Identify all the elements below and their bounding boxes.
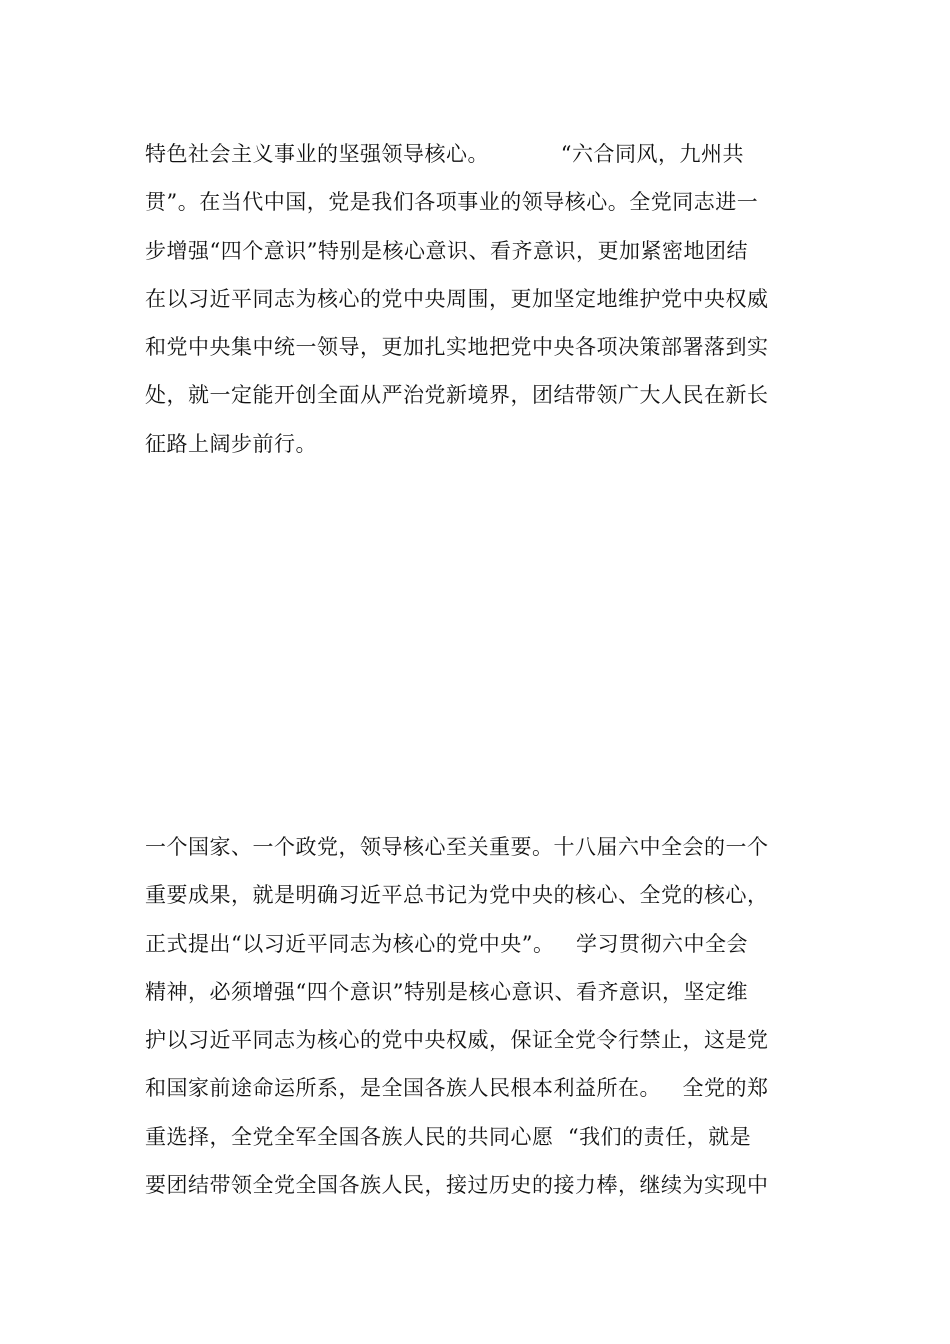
text-line: 护以习近平同志为核心的党中央权威，保证全党令行禁止，这是党 [145, 1028, 769, 1053]
text-line: 步增强“四个意识”特别是核心意识、看齐意识，更加紧密地团结 [145, 238, 748, 263]
text-line: 征路上阔步前行。 [145, 431, 317, 456]
text-line: 特色社会主义事业的坚强领导核心。 “六合同风，九州共 [145, 142, 744, 166]
text-line: 在以习近平同志为核心的党中央周围，更加坚定地维护党中央权威 [145, 286, 769, 311]
text-line: 和党中央集中统一领导，更加扎实地把党中央各项决策部署落到实 [145, 335, 769, 360]
text-line: 处，就一定能开创全面从严治党新境界，团结带领广大人民在新长 [145, 383, 769, 408]
text-line: 和国家前途命运所系，是全国各族人民根本利益所在。 全党的郑 [145, 1076, 769, 1101]
text-line: 重要成果，就是明确习近平总书记为党中央的核心、全党的核心， [145, 883, 769, 908]
text-line: 精神，必须增强“四个意识”特别是核心意识、看齐意识，坚定维 [145, 979, 748, 1004]
paragraph-top [145, 130, 815, 468]
text-line: 重选择，全党全军全国各族人民的共同心愿 “我们的责任，就是 [145, 1124, 752, 1149]
text-line: 贯”。在当代中国，党是我们各项事业的领导核心。全党同志进一 [145, 190, 759, 215]
paragraph-bottom [145, 823, 815, 1209]
text-line: 正式提出“以习近平同志为核心的党中央”。 学习贯彻六中全会 [145, 931, 748, 956]
text-line: 一个国家、一个政党，领导核心至关重要。十八届六中全会的一个 [145, 835, 769, 859]
text-line: 要团结带领全党全国各族人民，接过历史的接力棒，继续为实现中 [145, 1173, 769, 1198]
